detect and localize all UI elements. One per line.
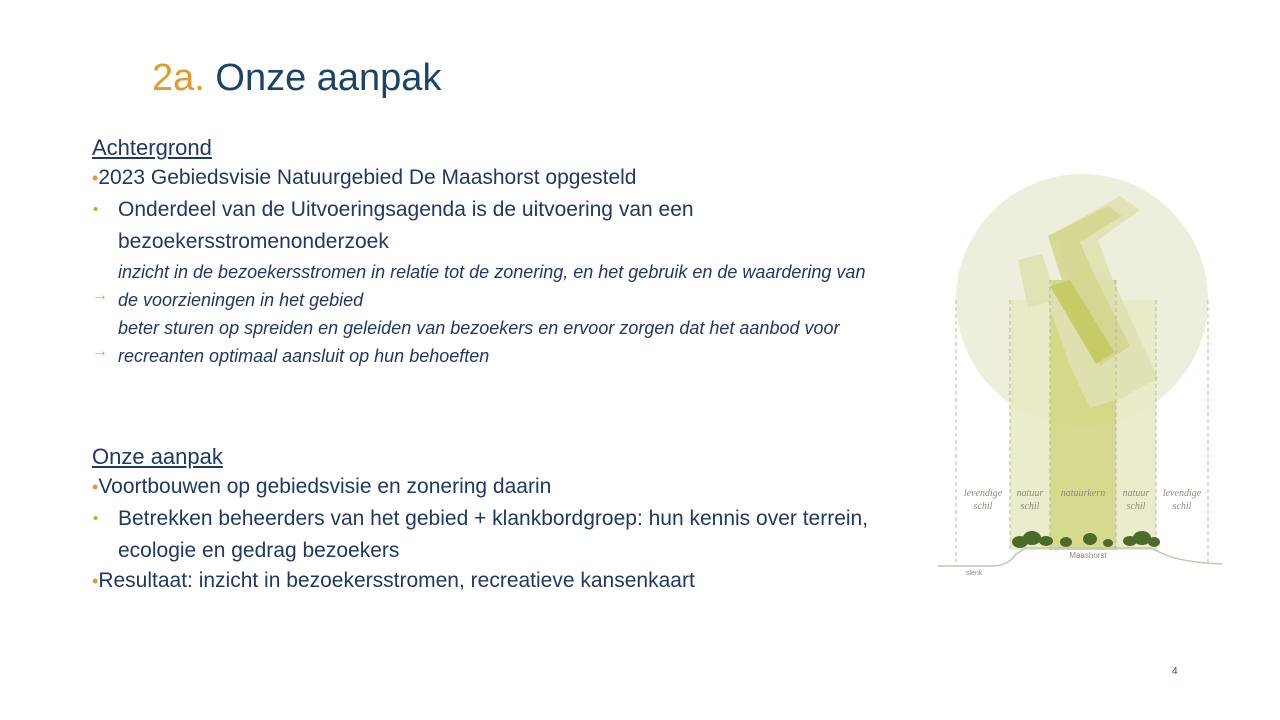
list-item: • Betrekken beheerders van het gebied + klankbordgroep: hun kennis over terrein, ecologie en gedrag bezoekers: [92, 503, 878, 567]
ground-label: Maashorst: [1069, 551, 1107, 560]
zone-label: schil: [1126, 501, 1146, 512]
bullet-icon: •: [92, 477, 99, 497]
zone-label: schil: [1020, 501, 1040, 512]
list-item: • Onderdeel van de Uitvoeringsagenda is de uitvoering van een bezoekersstromenonderzoek: [92, 194, 878, 258]
title-number: 2a.: [152, 57, 205, 99]
achtergrond-section: [92, 134, 878, 370]
zone-label: natuurkern: [1060, 488, 1106, 499]
zonering-illustration: [930, 170, 1230, 590]
bullet-icon: •: [93, 510, 99, 527]
aanpak-heading: Onze aanpak: [92, 444, 223, 469]
zone-label: levendige: [1162, 488, 1202, 499]
page-number: 4: [1172, 666, 1178, 677]
zone-label: natuur: [1016, 488, 1044, 499]
zone-label: schil: [973, 501, 993, 512]
arrow-right-icon: →: [92, 287, 108, 304]
zone-label: natuur: [1122, 488, 1150, 499]
aanpak-section: [92, 443, 878, 595]
achtergrond-heading: Achtergrond: [92, 135, 212, 160]
title-text: Onze aanpak: [215, 57, 442, 99]
zone-label: levendige: [963, 488, 1003, 499]
sub-list-item: → beter sturen op spreiden en geleiden van bezoekers en ervoor zorgen dat het aanbod voor recreanten optimaal aansluit op hun behoeften: [92, 318, 840, 366]
bullet-icon: •: [92, 168, 99, 188]
list-item: •Voortbouwen op gebiedsvisie en zonering daarin: [92, 475, 552, 498]
bullet-icon: •: [92, 571, 99, 591]
side-label: slenk: [966, 570, 983, 577]
sub-list-item: → inzicht in de bezoekersstromen in relatie tot de zonering, en het gebruik en de waardering van de voorzieningen in het gebied: [92, 262, 866, 310]
arrow-right-icon: →: [92, 343, 108, 360]
zone-label: schil: [1172, 501, 1192, 512]
list-item: •Resultaat: inzicht in bezoekersstromen, recreatieve kansenkaart: [92, 569, 695, 592]
bullet-icon: •: [93, 201, 99, 218]
list-item: •2023 Gebiedsvisie Natuurgebied De Maashorst opgesteld: [92, 166, 637, 189]
slide-title: [152, 52, 441, 104]
zone-natuurschil-left: [1010, 300, 1050, 550]
